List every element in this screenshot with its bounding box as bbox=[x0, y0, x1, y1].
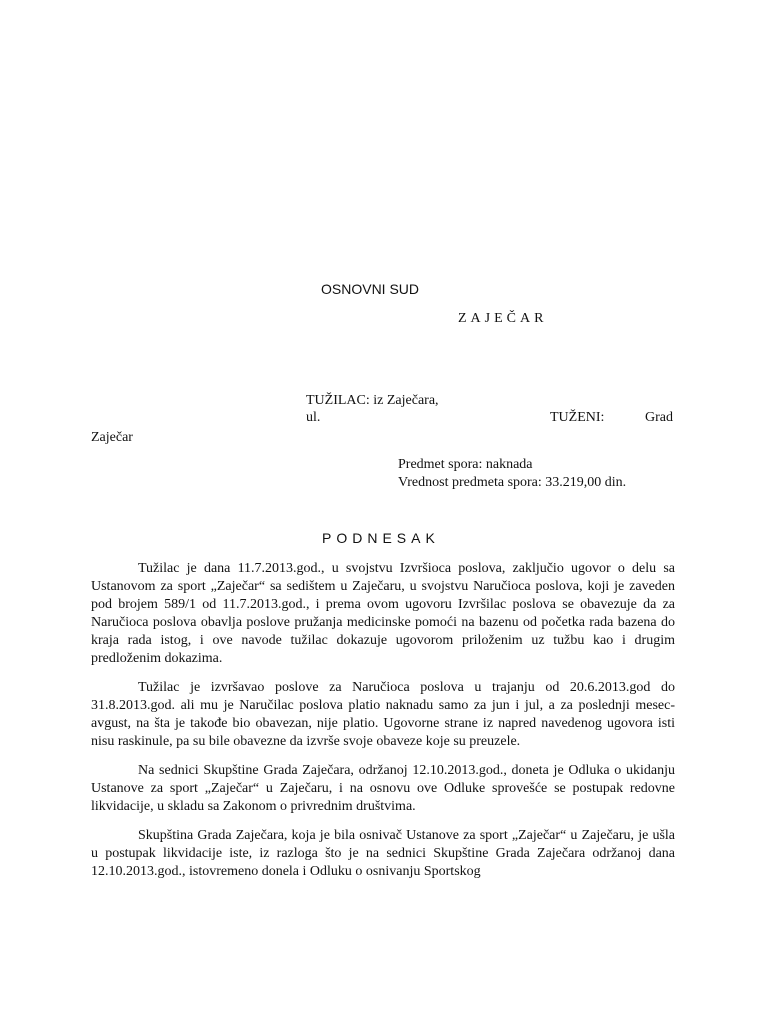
defendant-label: TUŽENI: bbox=[550, 410, 605, 425]
defendant-value-continued: Zaječar bbox=[91, 430, 133, 445]
case-subject bbox=[398, 456, 533, 474]
body-paragraph: Na sednici Skupštine Grada Zaječara, održanoj 12.10.2013.god., doneta je Odluka o ukidanju Ustanove za sport „Zaječar“ u Zaječaru, i na osnovu ove Odluke sprovešće se postupak redovne likvidacije, u skladu sa Zakonom o privrednim društvima. bbox=[91, 763, 675, 814]
case-value-amount: 33.219,00 din. bbox=[545, 475, 627, 490]
plaintiff-label: TUŽILAC: bbox=[306, 393, 370, 408]
case-subject-label: Predmet spora: bbox=[398, 457, 483, 472]
document-body bbox=[91, 560, 675, 940]
defendant-value: Grad bbox=[645, 410, 673, 425]
street-label: ul. bbox=[306, 410, 321, 425]
case-value-label: Vrednost predmeta spora: bbox=[398, 475, 542, 490]
body-paragraph: Tužilac je izvršavao poslove za Naručioca poslova u trajanju od 20.6.2013.god do 31.8.2013.god. ali mu je Naručilac poslova platio naknadu samo za jun i jul, a za poslednji mesec-avgust, na šta je takođe bio obavezan, nije platio. Ugovorne strane iz napred navedenog ugovora isti nisu raskinule, pa su bile obavezne da izvrše svoje obaveze koje su preuzele. bbox=[91, 680, 675, 749]
body-paragraph: Tužilac je dana 11.7.2013.god., u svojstvu Izvršioca poslova, zaključio ugovor o delu sa Ustanovom za sport „Zaječar“ sa sedištem u Zaječaru, u svojstvu Naručioca poslova, koji je zaveden pod brojem 589/1 od 11.7.2013.god., i prema ovom ugovoru Izvršilac poslova se obavezuje da za Naručioca poslova obavlja poslove pružanja medicinske pomoći na bazenu od početka rada bazena do kraja rada istog, i ove navode tužilac dokazuje ugovorom priloženim uz tužbu kao i drugim predloženim dokazima. bbox=[91, 561, 675, 666]
case-subject-value: naknada bbox=[485, 457, 533, 472]
document-title: PODNESAK bbox=[322, 530, 440, 546]
body-paragraph: Skupština Grada Zaječara, koja je bila osnivač Ustanove za sport „Zaječar“ u Zaječaru, je ušla u postupak likvidacije iste, iz razloga što je na sednici Skupštine Grada Zaječara održanoj dana 12.10.2013.god., istovremeno donela i Odluku o osnivanju Sportskog bbox=[91, 828, 675, 879]
court-name: OSNOVNI SUD bbox=[321, 281, 420, 297]
plaintiff-value: iz Zaječara, bbox=[373, 393, 439, 408]
case-value bbox=[398, 474, 626, 492]
court-city: ZAJEČAR bbox=[458, 311, 548, 326]
plaintiff-line bbox=[306, 392, 439, 410]
